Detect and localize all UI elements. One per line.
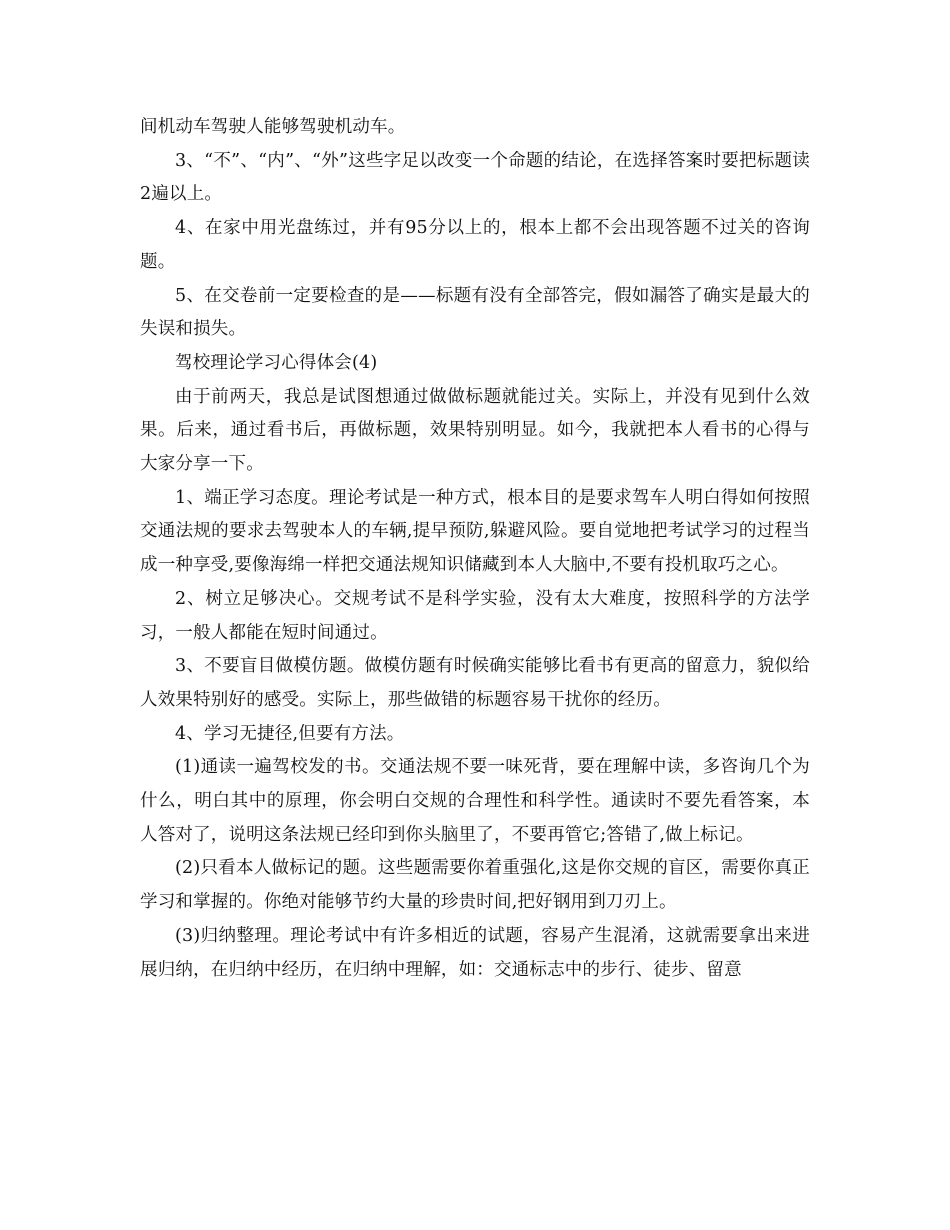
paragraph-subpoint-3: (3)归纳整理。理论考试中有许多相近的试题，容易产生混淆，这就需要拿出来进展归纳，在归纳中经历，在归纳中理解，如：交通标志中的步行、徒步、留意 [140,925,810,980]
paragraph-continuation: 间机动车驾驶人能够驾驶机动车。 [140,117,406,137]
document-body [140,111,810,987]
paragraph-point-3: 3、不要盲目做模仿题。做模仿题有时候确实能够比看书有更高的留意力，貌似给人效果特别好的感受。实际上，那些做错的标题容易干扰你的经历。 [140,656,810,710]
paragraph-tip-3: 3、“不”、“内”、“外”这些字足以改变一个命题的结论，在选择答案时要把标题读2遍以上。 [140,150,810,205]
paragraph-subpoint-1: (1)通读一遍驾校发的书。交通法规不要一味死背，要在理解中读，多咨询几个为什么，明白其中的原理，你会明白交规的合理性和科学性。通读时不要先看答案，本人答对了，说明这条法规已经印到你头脑里了，不要再管它;答错了,做上标记。 [140,757,810,845]
paragraph-point-4: 4、学习无捷径,但要有方法。 [175,723,405,744]
paragraph-point-1: 1、端正学习态度。理论考试是一种方式，根本目的是要求驾车人明白得如何按照交通法规的要求去驾驶本人的车辆,提早预防,躲避风险。要自觉地把考试学习的过程当成一种享受,要像海绵一样把交通法规知识储藏到本人大脑中,不要有投机取巧之心。 [140,487,810,576]
paragraph-tip-4: 4、在家中用光盘练过，并有95分以上的，根本上都不会出现答题不过关的咨询题。 [140,218,810,272]
paragraph-subpoint-2: (2)只看本人做标记的题。这些题需要你着重强化,这是你交规的盲区，需要你真正学习和掌握的。你绝对能够节约大量的珍贵时间,把好钢用到刀刃上。 [140,858,810,913]
paragraph-intro: 由于前两天，我总是试图想通过做做标题就能过关。实际上，并没有见到什么效果。后来，通过看书后，再做标题，效果特别明显。如今，我就把本人看书的心得与大家分享一下。 [140,386,810,475]
section-heading: 驾校理论学习心得体会(4) [175,352,378,373]
paragraph-point-2: 2、树立足够决心。交规考试不是科学实验，没有太大难度，按照科学的方法学习，一般人都能在短时间通过。 [140,588,810,643]
paragraph-tip-5: 5、在交卷前一定要检查的是——标题有没有全部答完，假如漏答了确实是最大的失误和损失。 [140,285,810,340]
